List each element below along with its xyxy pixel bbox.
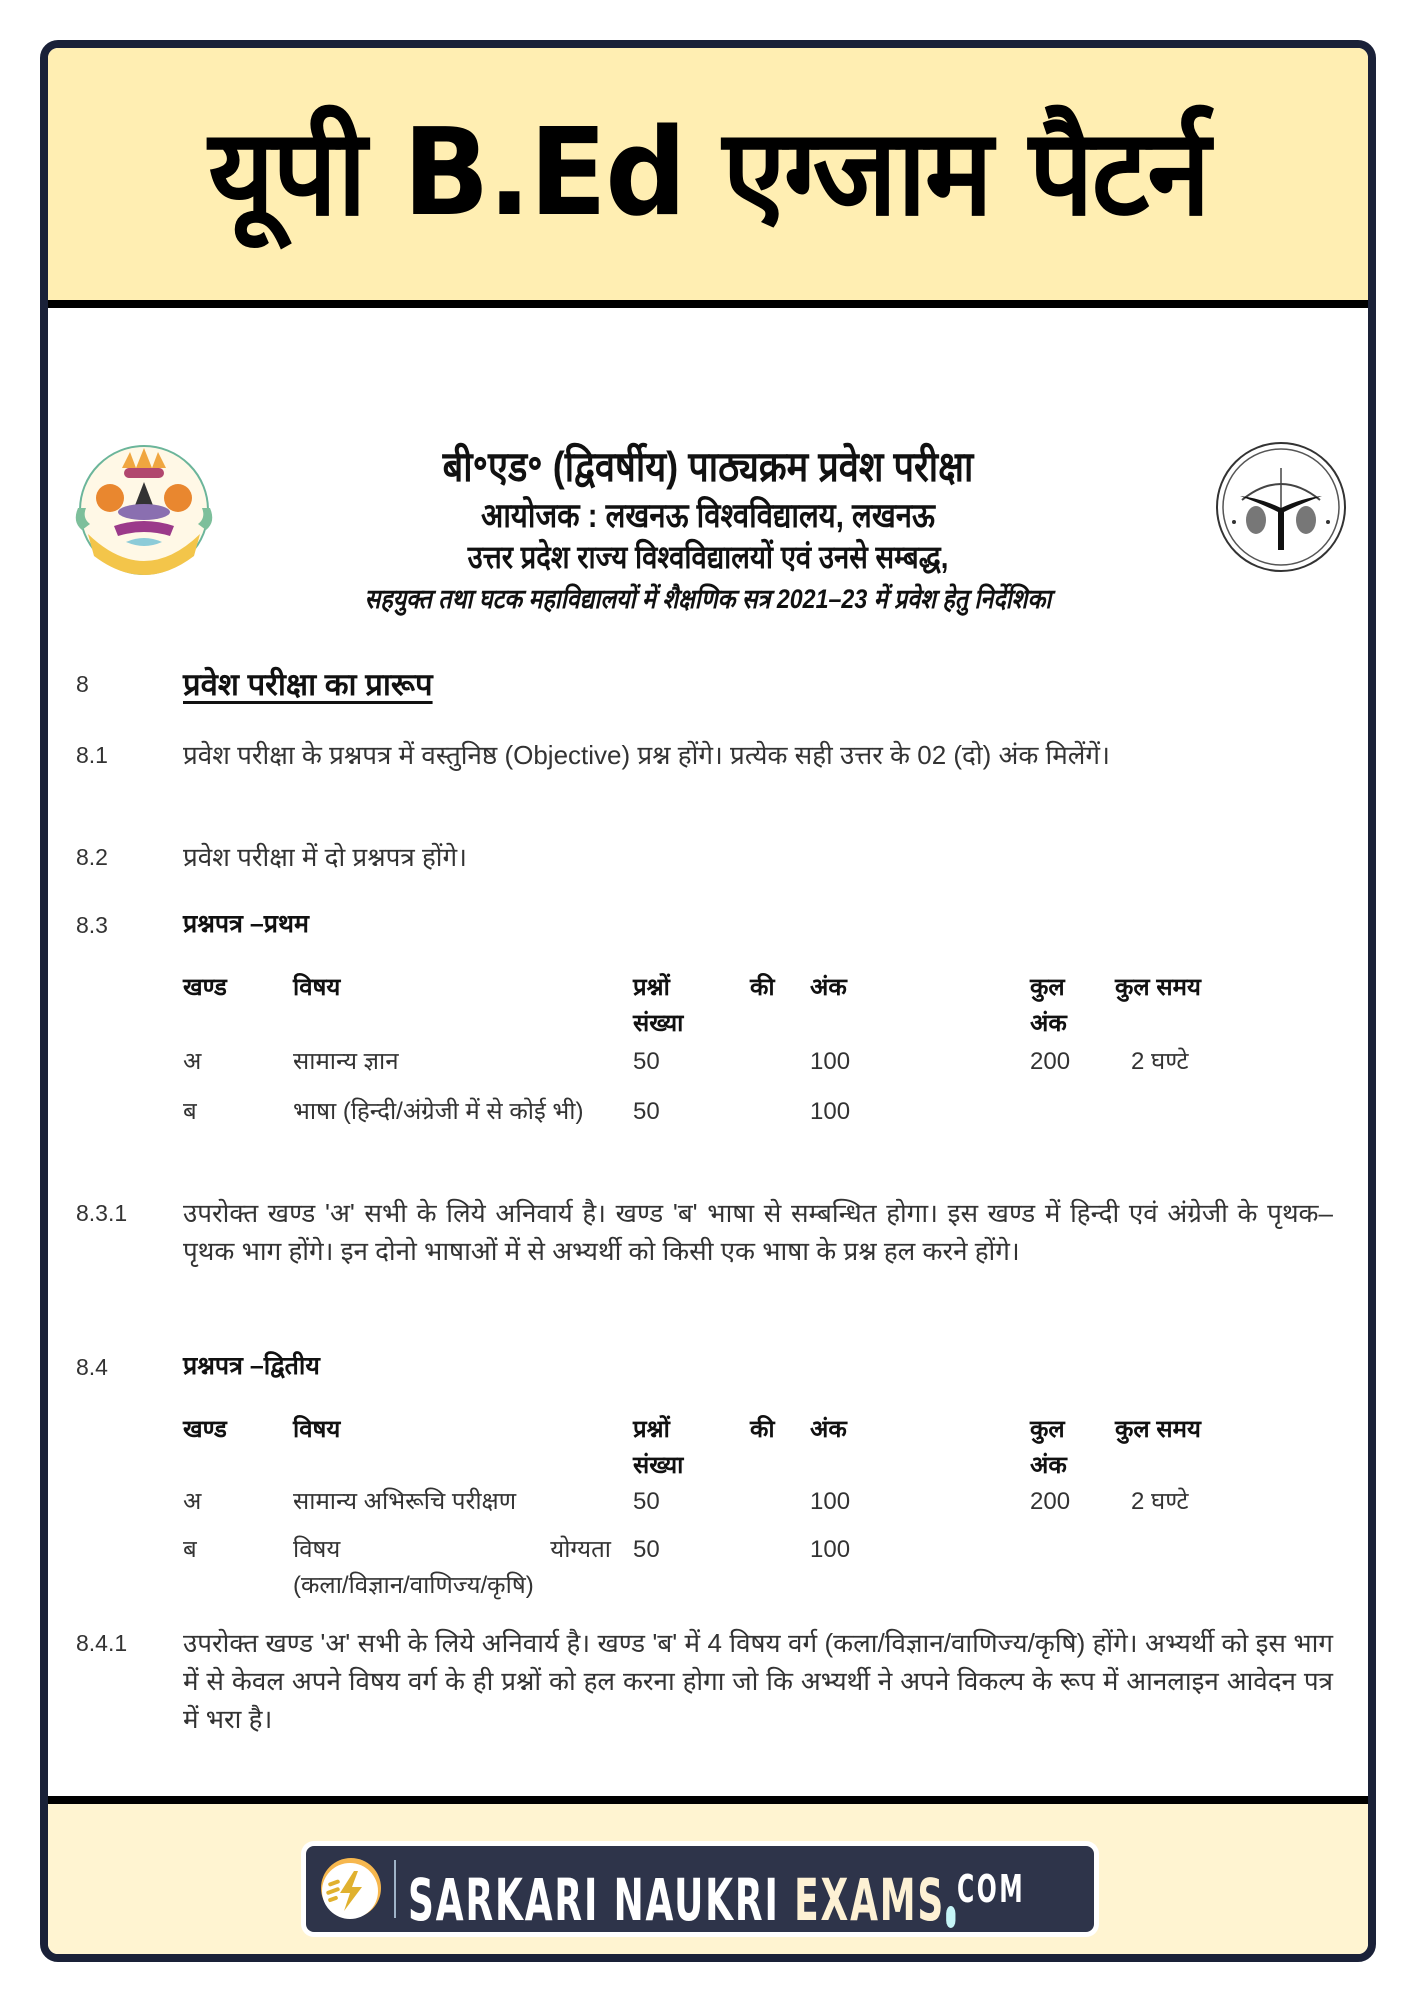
brand-com: COM: [956, 1867, 1026, 1911]
cell-prashn: 50: [633, 1488, 660, 1515]
title-banner: [48, 48, 1368, 300]
header-kul-samay: कुल समय: [1115, 1416, 1201, 1443]
section-text: प्रवेश परीक्षा के प्रश्नपत्र में वस्तुनिष्ठ (Objective) प्रश्न होंगे। प्रत्येक सही उत्तर के 02 (दो) अंक मिलेंगें।: [183, 740, 1110, 770]
header-kul-ank: कुल अंक: [1030, 1416, 1067, 1479]
section-text: उपरोक्त खण्ड 'अ' सभी के लिये अनिवार्य है। खण्ड 'ब' में 4 विषय वर्ग (कला/विज्ञान/वाणिज्य/कृषि) होंगे। अभ्यर्थी को इस भाग में से केवल अपने विषय वर्ग के ही प्रश्नों को हल करना होगा जो कि अभ्यर्थी ने अपने विकल्प के रूप में आनलाइन आवेदन पत्र में भरा है।: [183, 1628, 1333, 1734]
header-vishay: विषय: [293, 974, 341, 1001]
cell-khand: ब: [183, 1536, 197, 1563]
document-image: [48, 308, 1368, 1796]
cell-khand: अ: [183, 1488, 202, 1515]
section-number: 8.4: [76, 1354, 108, 1380]
document-organizer: आयोजक : लखनऊ विश्वविद्यालय, लखनऊ: [481, 497, 935, 535]
section-title: प्रवेश परीक्षा का प्रारूप: [183, 667, 433, 702]
header-prashn: प्रश्नों संख्या: [633, 974, 684, 1037]
cell-prashn: 50: [633, 1098, 660, 1125]
header-khand: खण्ड: [183, 974, 227, 1001]
cell-prashn: 50: [633, 1048, 660, 1075]
brand-exams: EXAMS: [794, 1866, 946, 1934]
header-kul-ank: कुल अंक: [1030, 974, 1067, 1037]
brand-logo[interactable]: [306, 1846, 1094, 1932]
divider-top: [48, 300, 1368, 308]
up-government-seal-icon: [1212, 438, 1350, 576]
section-number: 8.3: [76, 912, 108, 938]
vishay-line: [293, 1532, 611, 1568]
section-number: 8.3.1: [76, 1200, 128, 1226]
header-ki: की: [750, 1416, 775, 1443]
header-khand: खण्ड: [183, 1416, 227, 1443]
cell-kul-ank: 200: [1030, 1488, 1071, 1515]
cell-ank: 100: [810, 1536, 851, 1563]
section-number: 8.1: [76, 742, 108, 768]
lightning-bolt-icon: [318, 1857, 382, 1921]
cell-vishay: भाषा (हिन्दी/अंग्रेजी में से कोई भी): [293, 1098, 584, 1125]
vishay-word: योग्यता: [550, 1536, 611, 1563]
brand-name: [408, 1854, 1025, 1935]
document-title: बी॰एड॰ (द्विवर्षीय) पाठ्यक्रम प्रवेश परीक्षा: [442, 443, 974, 490]
brand-dot: [946, 1906, 955, 1928]
cell-vishay: सामान्य ज्ञान: [293, 1048, 399, 1075]
vishay-word: विषय: [293, 1536, 341, 1563]
section-number: 8.4.1: [76, 1630, 128, 1656]
section-title: प्रश्नपत्र –प्रथम: [183, 910, 309, 938]
section-text: उपरोक्त खण्ड 'अ' सभी के लिये अनिवार्य है। खण्ड 'ब' भाषा से सम्बन्धित होगा। इस खण्ड में हिन्दी एवं अंग्रेजी के पृथक–पृथक भाग होंगे। इन दोनो भाषाओं में से अभ्यर्थी को किसी एक भाषा के प्रश्न हल करने होंगे।: [183, 1198, 1333, 1266]
brand-separator: [394, 1860, 396, 1918]
cell-ank: 100: [810, 1048, 851, 1075]
section-number: 8.2: [76, 844, 108, 870]
header-vishay: विषय: [293, 1416, 341, 1443]
header-ank: अंक: [810, 974, 847, 1001]
cell-khand: अ: [183, 1048, 202, 1075]
cell-vishay: [293, 1532, 623, 1604]
header-ki: की: [750, 974, 775, 1001]
footer-banner: [48, 1804, 1368, 1962]
cell-samay: 2 घण्टे: [1131, 1488, 1189, 1515]
document-subtitle: उत्तर प्रदेश राज्य विश्वविद्यालयों एवं उनसे सम्बद्ध,: [467, 539, 949, 575]
cell-samay: 2 घण्टे: [1131, 1048, 1189, 1075]
cell-kul-ank: 200: [1030, 1048, 1071, 1075]
header-kul-samay: कुल समय: [1115, 974, 1201, 1001]
vishay-subjects: (कला/विज्ञान/वाणिज्य/कृषि): [293, 1572, 534, 1599]
poster-frame: [40, 40, 1376, 1962]
brand-main: SARKARI NAUKRI: [408, 1866, 795, 1934]
section-number: 8: [76, 671, 89, 697]
header-ank: अंक: [810, 1416, 847, 1443]
cell-ank: 100: [810, 1488, 851, 1515]
cell-ank: 100: [810, 1098, 851, 1125]
section-text: प्रवेश परीक्षा में दो प्रश्नपत्र होंगे।: [183, 842, 467, 872]
divider-bottom: [48, 1796, 1368, 1804]
header-prashn: प्रश्नों संख्या: [633, 1416, 684, 1479]
section-title: प्रश्नपत्र –द्वितीय: [183, 1352, 320, 1380]
banner-title: यूपी B.Ed एग्जाम पैटर्न: [207, 104, 1209, 243]
cell-prashn: 50: [633, 1536, 660, 1563]
document-subtitle-2: सहयुक्त तथा घटक महाविद्यालयों में शैक्षणिक सत्र 2021–23 में प्रवेश हेतु निर्देशिका: [364, 584, 1052, 614]
cell-vishay: सामान्य अभिरूचि परीक्षण: [293, 1488, 517, 1515]
document-header: [48, 433, 1368, 614]
cell-khand: ब: [183, 1098, 197, 1125]
